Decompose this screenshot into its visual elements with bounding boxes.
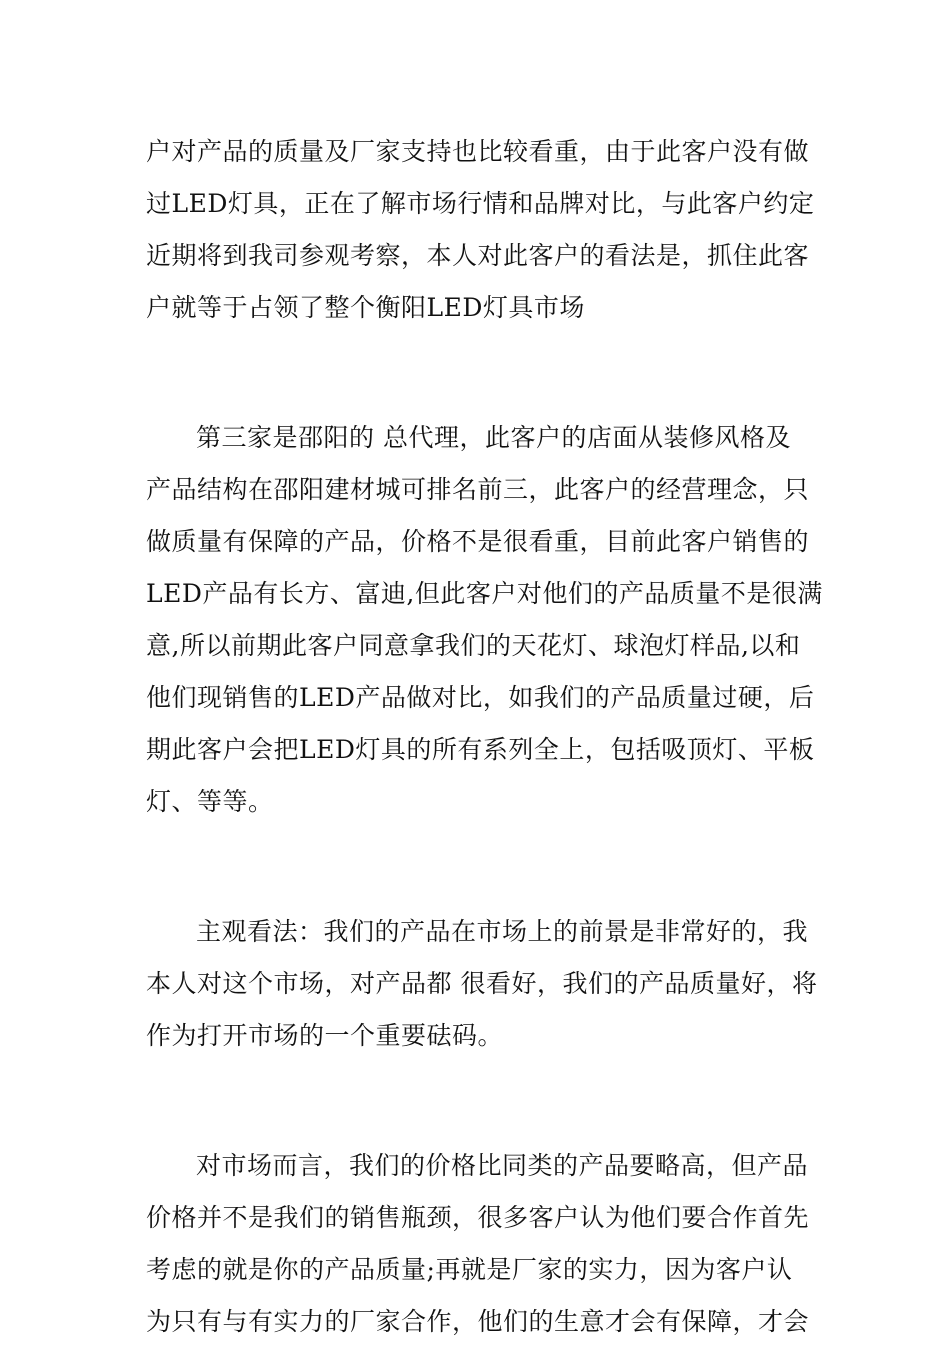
paragraph-4-line-3: 考虑的就是你的产品质量;再就是厂家的实力，因为客户认: [146, 1255, 793, 1284]
paragraph-2-line-6: 他们现销售的LED产品做对比，如我们的产品质量过硬，后: [146, 683, 815, 712]
paragraph-2-line-5: 意,所以前期此客户同意拿我们的天花灯、球泡灯样品,以和: [146, 631, 801, 660]
paragraph-3-line-2: 本人对这个市场，对产品都 很看好，我们的产品质量好，将: [146, 969, 818, 998]
paragraph-spacer: [146, 828, 808, 906]
paragraph-2: [146, 412, 823, 828]
paragraph-4-line-4: 为只有与有实力的厂家合作，他们的生意才会有保障，才会: [146, 1307, 810, 1336]
paragraph-4-line-2: 价格并不是我们的销售瓶颈，很多客户认为他们要合作首先: [146, 1203, 810, 1232]
paragraph-2-line-2: 产品结构在邵阳建材城可排名前三，此客户的经营理念，只: [146, 475, 810, 504]
document-body: [146, 126, 823, 1348]
paragraph-3-line-1: 主观看法：我们的产品在市场上的前景是非常好的，我: [196, 917, 809, 946]
paragraph-1-line-2: 过LED灯具，正在了解市场行情和品牌对比，与此客户约定: [146, 189, 815, 218]
paragraph-2-line-3: 做质量有保障的产品，价格不是很看重，目前此客户销售的: [146, 527, 810, 556]
paragraph-4: [146, 1140, 808, 1348]
paragraph-spacer: [146, 1062, 808, 1140]
paragraph-2-line-4: LED产品有长方、富迪,但此客户对他们的产品质量不是很满: [146, 579, 823, 608]
paragraph-1-line-4: 户就等于占领了整个衡阳LED灯具市场: [146, 293, 585, 322]
paragraph-2-line-8: 灯、等等。: [146, 787, 274, 816]
paragraph-1-line-1: 户对产品的质量及厂家支持也比较看重，由于此客户没有做: [146, 137, 810, 166]
paragraph-3-line-3: 作为打开市场的一个重要砝码。: [146, 1021, 504, 1050]
paragraph-spacer: [146, 334, 808, 412]
paragraph-4-line-1: 对市场而言，我们的价格比同类的产品要略高，但产品: [196, 1151, 809, 1180]
paragraph-1-line-3: 近期将到我司参观考察，本人对此客户的看法是，抓住此客: [146, 241, 810, 270]
paragraph-2-line-1: 第三家是邵阳的 总代理，此客户的店面从装修风格及: [196, 423, 791, 452]
paragraph-3: [146, 906, 818, 1062]
paragraph-2-line-7: 期此客户会把LED灯具的所有系列全上，包括吸顶灯、平板: [146, 735, 815, 764]
paragraph-1: [146, 126, 815, 334]
